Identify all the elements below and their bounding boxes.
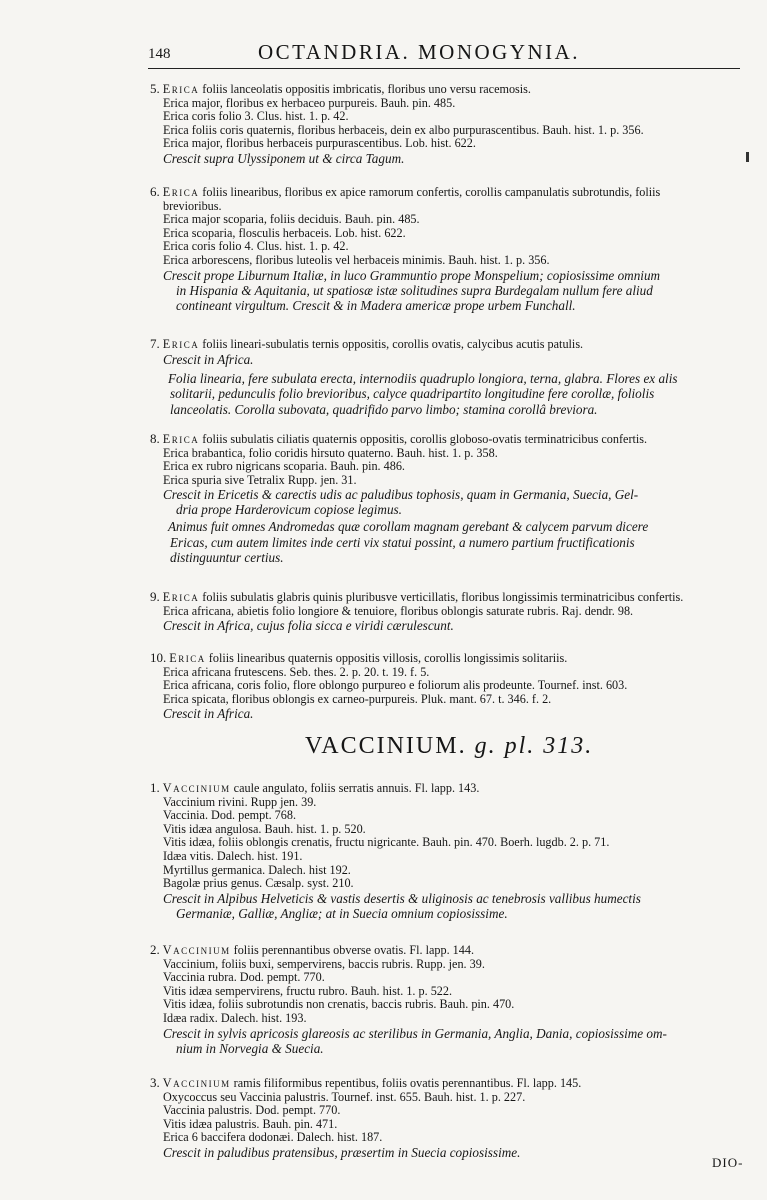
entry-number: 9.: [150, 589, 160, 604]
genus-name: Erica: [169, 651, 206, 665]
synonym: Myrtillus germanica. Dalech. hist 192.: [163, 862, 351, 877]
species-entry: [150, 943, 755, 1056]
habitat: dria prope Harderovicum copiose legimus.: [176, 502, 402, 518]
entry-number: 2.: [150, 942, 160, 957]
diagnosis-line: [150, 943, 755, 958]
diagnosis-line: [150, 1076, 755, 1091]
genus-heading-ref: g. pl. 313.: [474, 733, 594, 759]
genus-heading-name: VACCINIUM.: [305, 733, 467, 759]
habitat: Crescit in Africa.: [163, 351, 254, 367]
habitat: in Hispania & Aquitania, ut spatiosæ istæ solitudines supra Burdegalam nullum fere aliud: [176, 282, 653, 298]
diagnosis: foliis lanceolatis oppositis imbricatis, floribus uno versu racemosis.: [202, 82, 531, 96]
diagnosis: foliis linearibus, floribus ex apice ramorum confertis, corollis campanulatis subrotundis, foliis: [202, 185, 661, 199]
synonym: Vitis idæa, foliis oblongis crenatis, fructu nigricante. Bauh. pin. 470. Boerh. lugdb. 2. p. 71.: [163, 835, 610, 850]
margin-mark: [746, 152, 749, 162]
genus-name: Erica: [162, 590, 200, 604]
diagnosis-line: [150, 781, 755, 796]
habitat: Crescit in sylvis apricosis glareosis ac sterilibus in Germania, Anglia, Dania, copiosissime om-: [163, 1025, 667, 1041]
synonym: Idæa vitis. Dalech. hist. 191.: [163, 848, 303, 863]
synonym: Erica africana, coris folio, flore oblongo purpureo e foliorum alis prodeunte. Tournef. inst. 603.: [163, 678, 628, 693]
habitat: Crescit supra Ulyssiponem ut & circa Tagum.: [163, 150, 405, 166]
habitat: Crescit in paludibus pratensibus, præsertim in Suecia copiosissime.: [163, 1144, 521, 1160]
synonym: Erica major, floribus herbaceis purpurascentibus. Lob. hist. 622.: [163, 136, 476, 151]
diagnosis: foliis linearibus quaternis oppositis villosis, corollis longissimis solitariis.: [208, 651, 568, 665]
synonym: Erica coris folio 4. Clus. hist. 1. p. 42.: [163, 239, 349, 254]
diagnosis-line: [150, 590, 755, 605]
diagnosis: ramis filiformibus repentibus, foliis ovatis perennantibus. Fl. lapp. 145.: [233, 1076, 582, 1090]
diagnosis: foliis lineari-subulatis ternis oppositis, corollis ovatis, calycibus acutis patulis.: [202, 337, 584, 351]
synonym: Erica ex rubro nigricans scoparia. Bauh. pin. 486.: [163, 459, 405, 474]
species-entry: [150, 432, 755, 566]
synonym: Erica spuria sive Tetralix Rupp. jen. 31.: [163, 472, 357, 487]
genus-name: Erica: [162, 185, 200, 199]
entry-number: 3.: [150, 1075, 160, 1090]
habitat: Crescit prope Liburnum Italiæ, in luco Grammuntio prope Monspelium; copiosissime omnium: [163, 267, 661, 283]
diagnosis: caule angulato, foliis serratis annuis. Fl. lapp. 143.: [233, 781, 480, 795]
species-entry: [150, 781, 755, 921]
page-number: 148: [148, 46, 171, 62]
diagnosis-line: [150, 185, 755, 200]
habitat: Crescit in Africa.: [163, 706, 254, 722]
genus-name: Erica: [162, 337, 200, 351]
synonym: Vitis idæa palustris. Bauh. pin. 471.: [163, 1116, 338, 1131]
running-head: OCTANDRIA. MONOGYNIA.: [258, 40, 581, 64]
entry-number: 8.: [150, 431, 160, 446]
diagnosis: foliis subulatis ciliatis quaternis oppositis, corollis globoso-ovatis terminatricibus confertis.: [202, 432, 648, 446]
synonym: Vitis idæa sempervirens, fructu rubro. Bauh. hist. 1. p. 522.: [163, 983, 453, 998]
synonym: Erica africana, abietis folio longiore & tenuiore, floribus oblongis saturate rubris. Raj. dendr. 98.: [163, 603, 634, 618]
synonym: Vitis idæa, foliis subrotundis non crenatis, baccis rubris. Bauh. pin. 470.: [163, 997, 515, 1012]
synonym: Vaccinium, foliis buxi, sempervirens, baccis rubris. Rupp. jen. 39.: [163, 956, 485, 971]
synonym: Bagolæ prius genus. Cæsalp. syst. 210.: [163, 876, 354, 891]
synonym: Erica spicata, floribus oblongis ex carneo-purpureis. Pluk. mant. 67. t. 346. f. 2.: [163, 691, 552, 706]
genus-name: Vaccinium: [162, 943, 231, 957]
synonym: Vaccinia palustris. Dod. pempt. 770.: [163, 1103, 341, 1118]
diagnosis-continuation: brevioribus.: [163, 198, 222, 213]
synonym: Erica major scoparia, foliis deciduis. Bauh. pin. 485.: [163, 212, 420, 227]
genus-name: Vaccinium: [162, 781, 231, 795]
diagnosis-line: [150, 651, 755, 666]
observation: Animus fuit omnes Andromedas quæ corollam magnam gerebant & calycem parvum dicere: [168, 519, 649, 535]
observation: Ericas, cum autem limites inde certi vix statui possint, a numero partium fructificationis: [170, 534, 635, 550]
entry-number: 1.: [150, 780, 160, 795]
entry-number: 7.: [150, 336, 160, 351]
habitat: contineant virgultum. Crescit & in Madera americæ prope urbem Funchall.: [176, 297, 576, 313]
synonym: Vaccinia rubra. Dod. pempt. 770.: [163, 970, 325, 985]
diagnosis-line: [150, 82, 755, 97]
genus-name: Vaccinium: [162, 1076, 231, 1090]
entry-number: 6.: [150, 184, 160, 199]
species-entry: [150, 82, 755, 166]
entry-number: 10.: [150, 650, 167, 665]
synonym: Idæa radix. Dalech. hist. 193.: [163, 1010, 307, 1025]
synonym: Erica 6 baccifera dodonæi. Dalech. hist. 187.: [163, 1130, 383, 1145]
observation: distinguuntur certius.: [170, 550, 284, 566]
species-entry: [150, 651, 755, 721]
genus-heading: [305, 733, 593, 760]
diagnosis-line: [150, 432, 755, 447]
synonym: Erica brabantica, folio coridis hirsuto quaterno. Bauh. hist. 1. p. 358.: [163, 445, 498, 460]
diagnosis: foliis subulatis glabris quinis pluribusve verticillatis, floribus longissimis terminatricibus confertis.: [202, 590, 684, 604]
habitat: Crescit in Ericetis & carectis udis ac paludibus tophosis, quam in Germania, Suecia, Gel-: [163, 487, 639, 503]
genus-name: Erica: [162, 82, 200, 96]
genus-name: Erica: [162, 432, 200, 446]
species-entry: [150, 590, 755, 633]
page-header: [148, 38, 740, 69]
observation: lanceolatis. Corolla subovata, quadrifido parvo limbo; stamina corollâ breviora.: [170, 401, 598, 417]
synonym: Vaccinium rivini. Rupp jen. 39.: [163, 794, 317, 809]
catchword: DIO-: [712, 1155, 744, 1170]
observation: Folia linearia, fere subulata erecta, internodiis quadruplo longiora, terna, glabra. Flores ex alis: [168, 370, 678, 386]
habitat: Germaniæ, Galliæ, Angliæ; at in Suecia omnium copiosissime.: [176, 905, 508, 921]
species-entry: [150, 185, 755, 313]
species-entry: [150, 337, 755, 417]
diagnosis: foliis perennantibus obverse ovatis. Fl. lapp. 144.: [233, 943, 474, 957]
synonym: Erica coris folio 3. Clus. hist. 1. p. 42.: [163, 109, 349, 124]
synonym: Erica scoparia, flosculis herbaceis. Lob. hist. 622.: [163, 225, 406, 240]
synonym: Oxycoccus seu Vaccinia palustris. Tournef. inst. 655. Bauh. hist. 1. p. 227.: [163, 1089, 526, 1104]
species-entry: [150, 1076, 755, 1160]
synonym: Erica africana frutescens. Seb. thes. 2. p. 20. t. 19. f. 5.: [163, 664, 430, 679]
observation: solitarii, pedunculis folio brevioribus, calyce quadripartito longitudine fere corollæ, foliolis: [170, 386, 655, 402]
habitat: Crescit in Africa, cujus folia sicca e viridi cærulescunt.: [163, 618, 454, 634]
synonym: Erica major, floribus ex herbaceo purpureis. Bauh. pin. 485.: [163, 95, 456, 110]
habitat: nium in Norvegia & Suecia.: [176, 1040, 324, 1056]
synonym: Erica foliis coris quaternis, floribus herbaceis, dein ex albo purpurascentibus. Bauh. hist. 1. p. 356.: [163, 122, 644, 137]
diagnosis-line: [150, 337, 755, 352]
synonym: Erica arborescens, floribus luteolis vel herbaceis minimis. Bauh. hist. 1. p. 356.: [163, 252, 550, 267]
habitat: Crescit in Alpibus Helveticis & vastis desertis & uliginosis ac tenebrosis vallibus humectis: [163, 890, 641, 906]
entry-number: 5.: [150, 81, 160, 96]
synonym: Vaccinia. Dod. pempt. 768.: [163, 808, 297, 823]
synonym: Vitis idæa angulosa. Bauh. hist. 1. p. 520.: [163, 821, 366, 836]
